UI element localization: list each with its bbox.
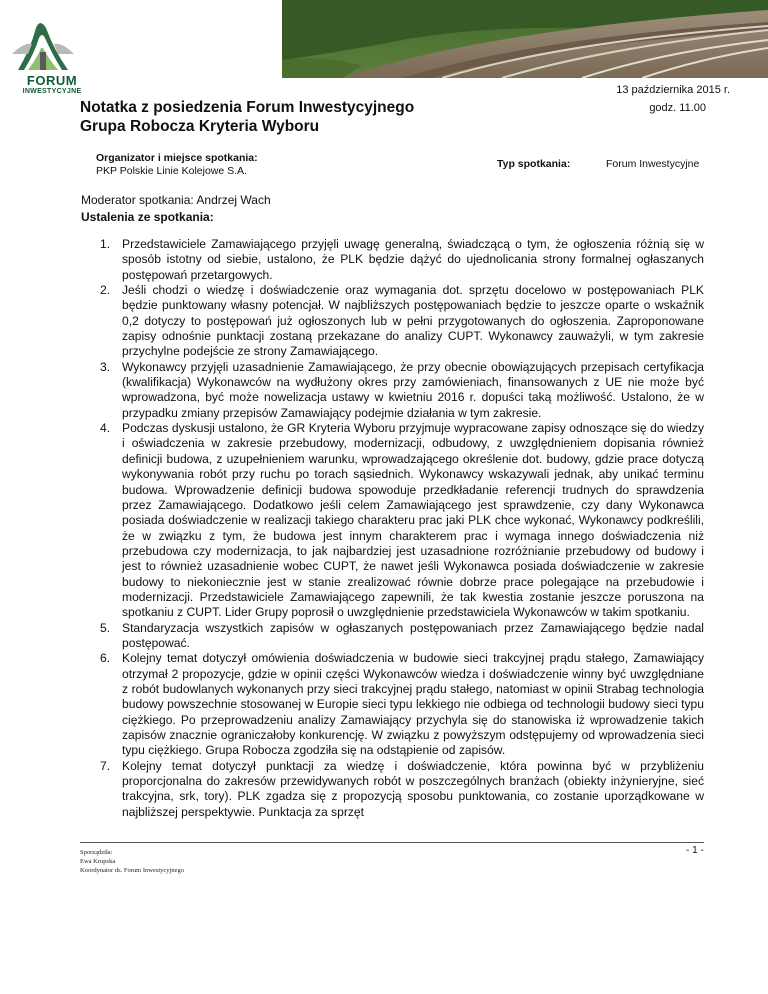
list-item bbox=[100, 651, 704, 758]
meeting-time: godz. 11.00 bbox=[649, 102, 706, 114]
list-item bbox=[100, 621, 704, 652]
findings-list bbox=[100, 237, 704, 820]
meeting-date: 13 października 2015 r. bbox=[616, 84, 730, 96]
list-item bbox=[100, 360, 704, 421]
logo-subtitle: INWESTYCYJNE bbox=[22, 88, 82, 95]
logo-emblem-icon bbox=[8, 14, 78, 76]
meeting-type-value: Forum Inwestycyjne bbox=[606, 158, 700, 170]
item-text: Wykonawcy przyjęli uzasadnienie Zamawiającego, że przy obecnie obowiązujących przepisach certyfikacja (kwalifikacja) Wykonawców na wydłużony okres przy zamówieniach, finansowanych z UE nie może być wprowadzona, być może nowelizacja ustawy w kwietniu 2016 r. dopuści taką możliwość. Ustalono, że w przypadku zmiany przepisów Zamawiający podejmie działania w tym zakresie. bbox=[122, 359, 704, 420]
list-item bbox=[100, 283, 704, 360]
moderator: Moderator spotkania: Andrzej Wach bbox=[81, 193, 271, 207]
item-number: 4. bbox=[100, 421, 111, 436]
page-number: - 1 - bbox=[686, 845, 704, 856]
meeting-type-label: Typ spotkania: bbox=[497, 158, 571, 170]
item-text: Kolejny temat dotyczył omówienia doświadczenia w budowie sieci trakcyjnej prądu stałego, Zamawiający otrzymał 2 propozycje, gdzie w opinii części Wykonawców wiedza i doświadczenie winny być uwzględniane z robót budowlanych wykonanych przy sieci trakcyjnej prądu stałego, natomiast w opinii Strabag technologia budowy powszechnie stosowanej w Europie sieci typu lekkiego nie odbiega od technologii budowy sieci typu ciężkiego. Po przeprowadzeniu analizy Zamawiający przychyla się do stanowiska iż wprowadzenie takich zapisów znacznie ograniczałoby konkurencję. W związku z powyższym odstępujemy od wprowadzenia sieci typu ciężkiego. Grupa Robocza zgodziła się na odstąpienie od zapisów. bbox=[122, 651, 704, 758]
list-item bbox=[100, 759, 704, 820]
item-text: Standaryzacja wszystkich zapisów w ogłaszanych postępowaniach przez Zamawiającego będzie nadal postępować. bbox=[122, 620, 704, 650]
document-title bbox=[80, 98, 414, 136]
item-text: Kolejny temat dotyczył punktacji za wiedzę i doświadczenie, która powinna być w przybliżeniu proporcjonalna do zakresów przewidywanych robót w poszczególnych branżach (obiekty inżynieryjne, sieć trakcyjna, srk, tory). PLK zgadza się z propozycją sposobu punktowania, co zostanie uporządkowane w najbliższej perspektywie. Punktacja za sprzęt bbox=[122, 758, 704, 819]
item-text: Podczas dyskusji ustalono, że GR Kryteria Wyboru przyjmuje wypracowane zapisy odnoszące się do wiedzy i oświadczenia w zakresie przebudowy, modernizacji, odbudowy, z uwzględnieniem dopisania również definicji budowa, z uzupełnieniem warunku, wprowadzającego określenie dot. budowy, gdzie prace dotyczą wykonywania robót przy ruchu po torach sąsiednich. Wykonawcy wskazywali jednak, aby unikać terminu budowa. Wprowadzenie definicji budowa spowoduje przedkładanie referencji trudnych do sprawdzenia przez Zamawiającego. Dodatkowo jeśli celem Zamawiającego jest sprawdzenie, czy dany Wykonawca posiada doświadczenie w realizacji takiego charakteru prac jaki PLK chce wykonać, Wykonawcy podkreślili, że w związku z tym, że budowa jest innym charakterem prac i wymaga innego doświadczenia niż przebudowa czy modernizacja, to jak najbardziej jest uzasadnione rozróżnianie przebudowy od budowy i jest to również uzasadnienie wobec CUPT, że nawet jeśli Wykonawca posiada doświadczenie w zakresie budowy to niekoniecznie jest w stanie zrealizować równie dobrze prace polegające na przebudowie i modernizacji. Przedstawiciele Zamawiającego zapewnili, że tak kwestia zostanie jeszcze poruszona na spotkaniu z CUPT. Lider Grupy poprosił o uwzględnienie przedstawiciela Wykonawców w takim spotkaniu. bbox=[122, 421, 704, 620]
logo-word: FORUM bbox=[26, 73, 78, 88]
title-line-2: Grupa Robocza Kryteria Wyboru bbox=[80, 118, 320, 135]
item-number: 3. bbox=[100, 359, 111, 374]
railway-photo-icon bbox=[282, 0, 768, 78]
prepared-name: Ewa Krupska bbox=[80, 858, 116, 865]
footer bbox=[80, 848, 184, 875]
findings-heading: Ustalenia ze spotkania: bbox=[81, 210, 214, 224]
item-number: 1. bbox=[100, 237, 111, 251]
organizer-label: Organizator i miejsce spotkania: bbox=[96, 152, 258, 164]
footer-divider bbox=[80, 842, 704, 843]
item-text: Przedstawiciele Zamawiającego przyjęli uwagę generalną, świadczącą o tym, że ogłoszenia różnią się w sposób istotny od siebie, ustalono, że PLK będzie dążyć do ujednolicania strony formalnej ogłaszanych postępowań przetargowych. bbox=[122, 237, 704, 282]
forum-logo bbox=[8, 14, 82, 100]
item-number: 6. bbox=[100, 651, 111, 666]
prepared-label: Sporządziła: bbox=[80, 849, 113, 856]
item-number: 7. bbox=[100, 758, 111, 773]
item-number: 2. bbox=[100, 283, 111, 298]
prepared-role: Koordynator ds. Forum Inwestycyjnego bbox=[80, 867, 184, 874]
item-number: 5. bbox=[100, 620, 111, 635]
list-item bbox=[100, 421, 704, 620]
item-text: Jeśli chodzi o wiedzę i doświadczenie oraz wymagania dot. sprzętu docelowo w postępowaniach PLK będzie punktowany własny potencjał. W najbliższych postępowaniach będzie to jeszcze oparte o wskaźnik 0,2 dotyczy to postępowań już ogłoszonych lub w pełni przygotowanych do ogłoszenia. Zaproponowane zapisy odnośnie punktacji zostaną przekazane do analizy CUPT. Wykonawcy zauważyli, w tym zakresie przychylne podejście ze strony Zamawiającego. bbox=[122, 283, 704, 359]
organizer-value: PKP Polskie Linie Kolejowe S.A. bbox=[96, 165, 247, 177]
list-item bbox=[100, 237, 704, 283]
title-line-1: Notatka z posiedzenia Forum Inwestycyjnego bbox=[80, 99, 415, 116]
railway-track-photo bbox=[282, 0, 768, 78]
